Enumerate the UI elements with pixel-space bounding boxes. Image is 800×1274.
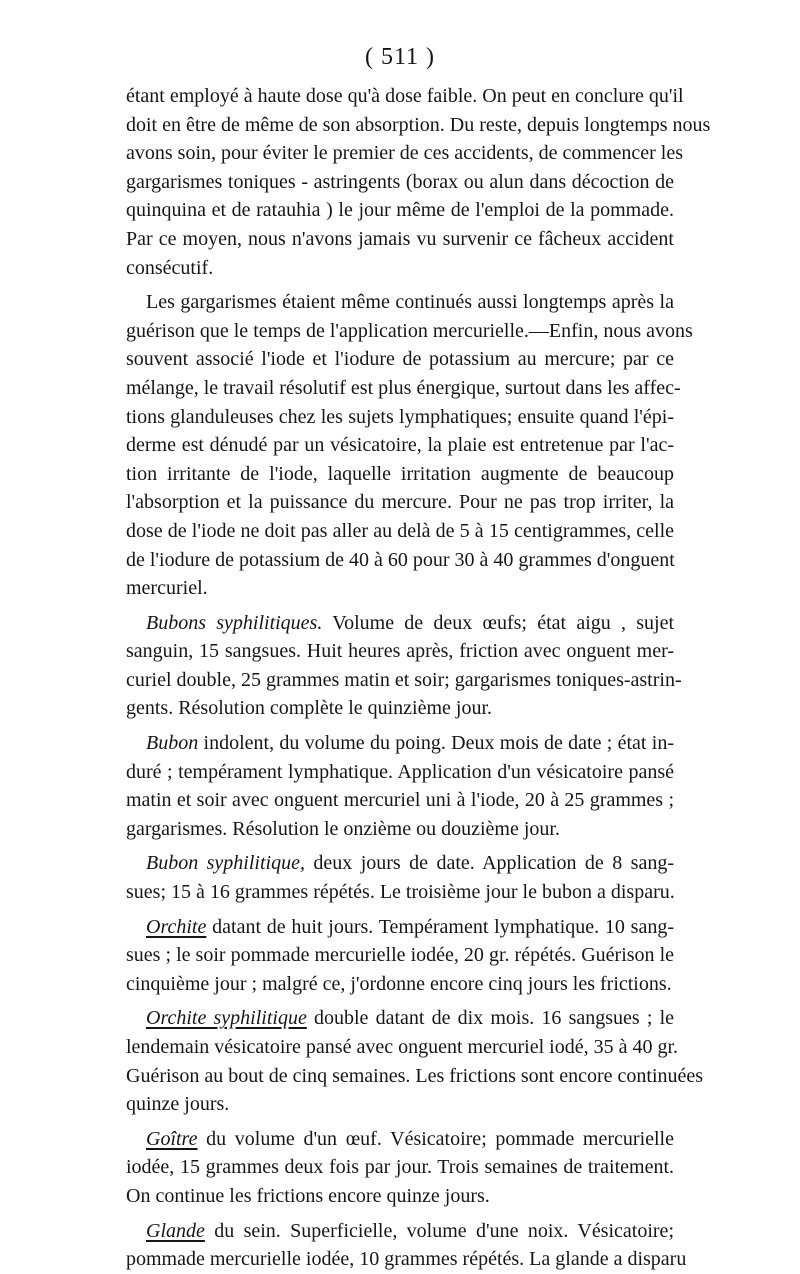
case-entry [126,913,674,999]
case-entry [126,1217,687,1274]
text-line: de l'iodure de potassium de 40 à 60 pour 30 à 40 grammes d'onguent [126,548,675,571]
text-line: On continue les frictions encore quinze jours. [126,1184,490,1207]
text-run: du volume d'un œuf. Vésicatoire; pommade mercurielle [197,1127,674,1150]
text-line: sues; 15 à 16 grammes répétés. Le troisième jour le bubon a disparu. [126,881,675,904]
text-line: consécutif. [126,256,214,279]
text-line: sanguin, 15 sangsues. Huit heures après, friction avec onguent mer- [126,640,674,663]
text-line: gargarismes. Résolution le onzième ou douzième jour. [126,817,560,840]
text-line [126,849,674,878]
text-line: gents. Résolution complète le quinzième jour. [126,697,493,720]
text-line: avons soin, pour éviter le premier de ces accidents, de commencer les [126,142,684,165]
text-line [126,913,674,942]
text-line: guérison que le temps de l'application mercurielle.—Enfin, nous avons [126,319,693,342]
case-heading: Glande [146,1219,205,1242]
text-line: pommade mercurielle iodée, 10 grammes répétés. La glande a disparu [126,1248,687,1271]
text-line: quinze jours. [126,1093,230,1116]
case-heading: Orchite [146,915,207,938]
case-heading: Bubon [146,732,199,755]
text-line: doit en être de même de son absorption. Du reste, depuis longtemps nous [126,113,711,136]
case-entry [126,1125,674,1211]
case-heading: Bubon syphilitique, [146,852,305,875]
text-line: tions glanduleuses chez les sujets lymphatiques; ensuite quand l'épi- [126,405,674,428]
text-line: étant employé à haute dose qu'à dose faible. On peut en conclure qu'il [126,85,684,107]
text-run: deux jours de date. Application de 8 sang- [304,852,674,875]
text-line: derme est dénudé par un vésicatoire, la plaie est entretenue par l'ac- [126,434,674,457]
text-line [126,1125,674,1154]
text-line: quinquina et de ratauhia ) le jour même de l'emploi de la pommade. [126,199,674,222]
paragraph [126,82,711,282]
text-line: curiel double, 25 grammes matin et soir; gargarismes toniques-astrin- [126,668,682,691]
text-line: l'absorption et la puissance du mercure. Pour ne pas trop irriter, la [126,491,674,514]
page-number: ( 511 ) [364,44,436,70]
text-line: tion irritante de l'iode, laquelle irritation augmente de beaucoup [126,462,674,485]
text-line: gargarismes toniques - astringents (borax ou alun dans décoction de [126,170,674,193]
case-entry [126,729,674,843]
text-line [126,1004,674,1033]
text-line [126,1217,674,1246]
text-line: cinquième jour ; malgré ce, j'ordonne encore cinq jours les frictions. [126,972,672,995]
text-run: datant de huit jours. Tempérament lymphatique. 10 sang- [206,915,674,938]
text-line: mercuriel. [126,577,208,600]
case-heading: Orchite syphilitique [146,1007,307,1030]
text-run: double datant de dix mois. 16 sangsues ; le [306,1007,675,1030]
text-line: iodée, 15 grammes deux fois par jour. Trois semaines de traitement. [126,1156,674,1179]
text-line: Par ce moyen, nous n'avons jamais vu survenir ce fâcheux accident [126,227,674,250]
text-line: lendemain vésicatoire pansé avec onguent mercuriel iodé, 35 à 40 gr. [126,1036,679,1058]
case-heading: Goître [146,1127,198,1150]
body-text [126,82,711,1274]
text-line: sues ; le soir pommade mercurielle iodée, 20 gr. répétés. Guérison le [126,944,674,967]
text-line: dose de l'iode ne doit pas aller au delà de 5 à 15 centigrammes, celle [126,519,674,542]
case-entry [126,849,674,906]
case-heading: Bubons syphilitiques. [146,611,323,634]
text-run: du sein. Superficielle, volume d'une noix. Vésicatoire; [204,1219,674,1242]
case-entry [126,609,682,723]
text-run: Volume de deux œufs; état aigu , sujet [322,611,674,634]
text-line: matin et soir avec onguent mercuriel uni à l'iode, 20 à 25 grammes ; [126,789,674,812]
text-run: indolent, du volume du poing. Deux mois de date ; état in- [198,732,674,755]
text-line [126,729,674,758]
text-line: duré ; tempérament lymphatique. Application d'un vésicatoire pansé [126,760,674,783]
text-line: Guérison au bout de cinq semaines. Les frictions sont encore continuées [126,1064,704,1087]
text-line: Les gargarismes étaient même continués aussi longtemps après la [146,291,674,314]
text-line [126,609,674,638]
paragraph [126,288,693,603]
text-line: mélange, le travail résolutif est plus énergique, surtout dans les affec- [126,376,681,399]
text-line: souvent associé l'iode et l'iodure de potassium au mercure; par ce [126,348,674,371]
case-entry [126,1004,704,1118]
